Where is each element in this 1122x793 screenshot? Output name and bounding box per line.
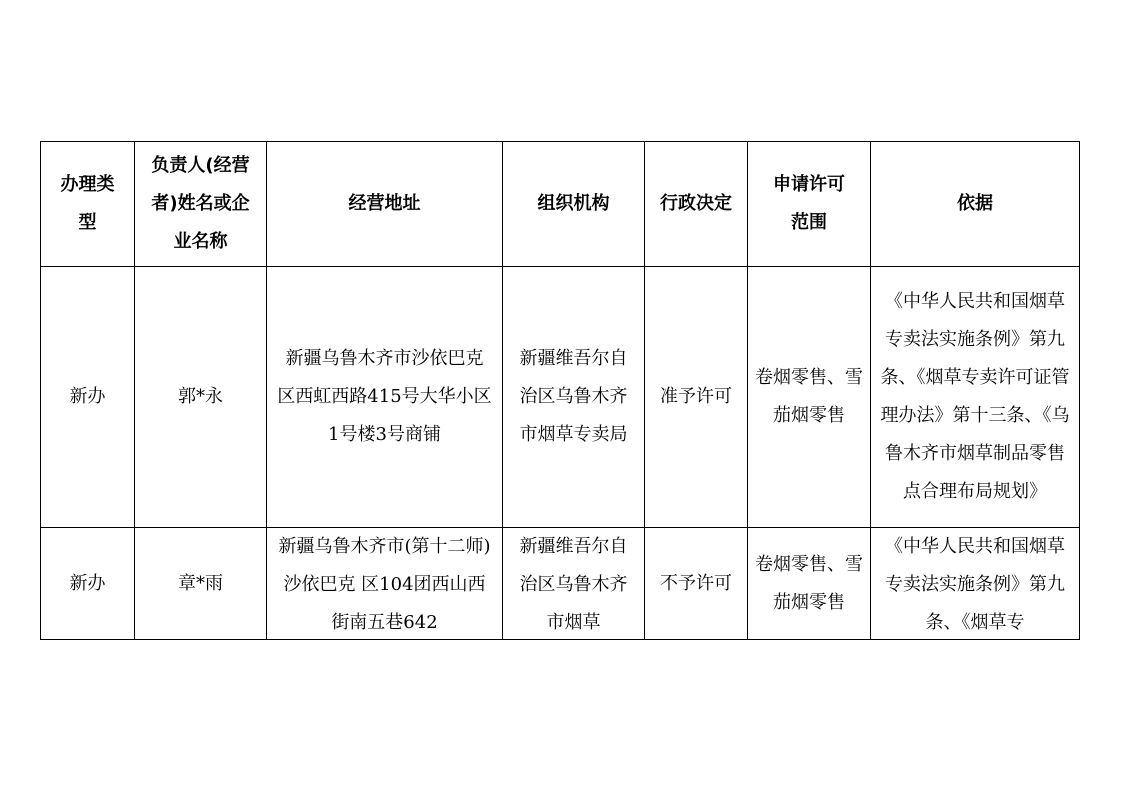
- cell-address: [267, 528, 503, 640]
- header-basis: 依据: [871, 142, 1080, 267]
- cell-address: 新疆乌鲁木齐市沙依巴克区西虹西路415号大华小区1号楼3号商铺: [267, 267, 503, 528]
- table-row: [41, 528, 1080, 640]
- cell-basis-text: 《中华人民共和国烟草专卖法实施条例》第九条、《烟草专: [885, 536, 1065, 633]
- cell-organization: [503, 528, 645, 640]
- cell-basis: [871, 528, 1080, 640]
- cell-scope: 卷烟零售、雪茄烟零售: [748, 528, 871, 640]
- cell-name: 郭*永: [135, 267, 267, 528]
- cell-decision: 准予许可: [645, 267, 748, 528]
- cell-organization-text: 新疆维吾尔自治区乌鲁木齐市烟草: [519, 536, 628, 633]
- cell-type: 新办: [41, 528, 135, 640]
- cell-decision: 不予许可: [645, 528, 748, 640]
- cell-basis: 《中华人民共和国烟草专卖法实施条例》第九条、《烟草专卖许可证管理办法》第十三条、《乌鲁木齐市烟草制品零售点合理布局规划》: [871, 267, 1080, 528]
- cell-name: 章*雨: [135, 528, 267, 640]
- cell-type: 新办: [41, 267, 135, 528]
- header-address: 经营地址: [267, 142, 503, 267]
- header-name: 负责人(经营者)姓名或企业名称: [135, 142, 267, 267]
- cell-address-text: 新疆乌鲁木齐市(第十二师) 沙依巴克 区104团西山西街南五巷642: [278, 536, 491, 633]
- table-row: [41, 267, 1080, 528]
- header-organization: 组织机构: [503, 142, 645, 267]
- header-type: 办理类型: [41, 142, 135, 267]
- permit-table: [40, 141, 1080, 640]
- header-scope: 申请许可范围: [748, 142, 871, 267]
- header-row: [41, 142, 1080, 267]
- cell-organization: 新疆维吾尔自治区乌鲁木齐市烟草专卖局: [503, 267, 645, 528]
- cell-scope: 卷烟零售、雪茄烟零售: [748, 267, 871, 528]
- header-decision: 行政决定: [645, 142, 748, 267]
